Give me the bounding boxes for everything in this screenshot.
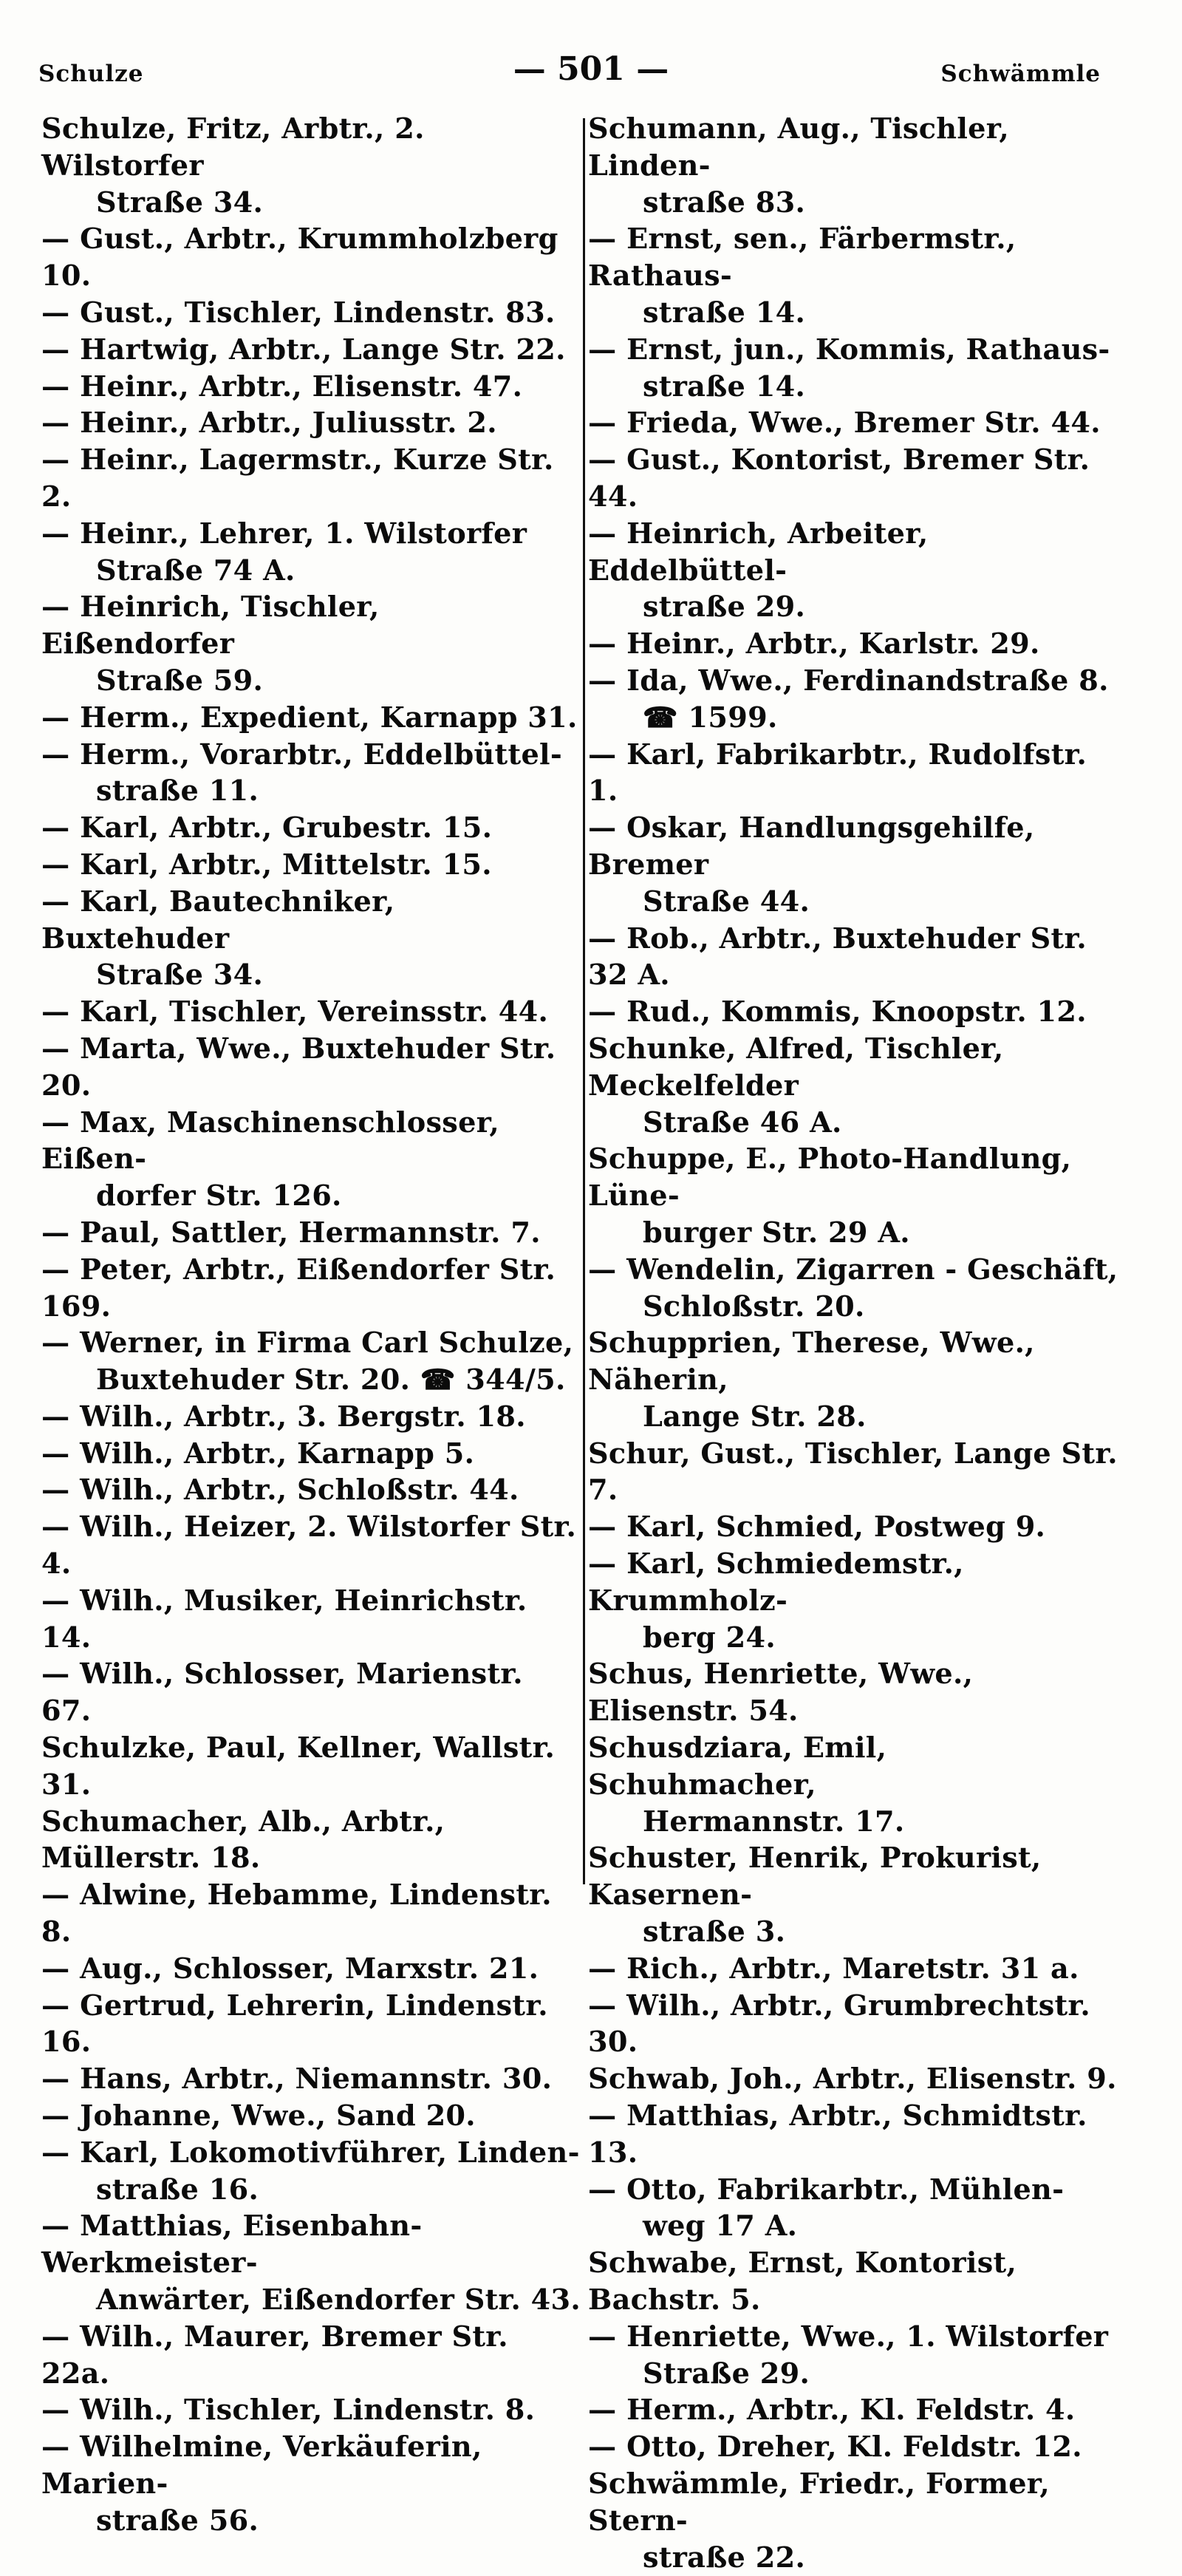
directory-entry: — Paul, Sattler, Hermannstr. 7. — [41, 1216, 541, 1250]
directory-entry: — Hans, Arbtr., Niemannstr. 30. — [41, 2062, 553, 2096]
directory-entry: — Werner, in Firma Carl Schulze, — [41, 1326, 574, 1360]
directory-entry: — Otto, Dreher, Kl. Feldstr. 12. — [588, 2430, 1082, 2464]
directory-entry-continuation: straße 56. — [96, 2504, 259, 2538]
directory-entry-continuation: straße 14. — [643, 296, 806, 330]
directory-entry: Schusdziara, Emil, Schuhmacher, — [588, 1731, 887, 1802]
directory-entry-continuation: straße 11. — [96, 774, 259, 808]
directory-entry-continuation: straße 83. — [643, 185, 806, 219]
directory-entry: — Wilh., Arbtr., Grumbrechtstr. 30. — [588, 1989, 1090, 2059]
directory-entry-continuation: ☎ 1599. — [643, 701, 778, 735]
directory-entry: — Karl, Tischler, Vereinsstr. 44. — [41, 995, 549, 1029]
directory-entry-continuation: dorfer Str. 126. — [96, 1179, 342, 1213]
directory-entry: Schupprien, Therese, Wwe., Näherin, — [588, 1326, 1035, 1397]
running-head-right: Schwämmle — [940, 61, 1101, 87]
directory-entry: — Gust., Kontorist, Bremer Str. 44. — [588, 443, 1090, 514]
directory-entry-continuation: weg 17 A. — [643, 2209, 798, 2243]
directory-entry: — Wilh., Tischler, Lindenstr. 8. — [41, 2393, 536, 2427]
directory-entry: — Herm., Vorarbtr., Eddelbüttel- — [41, 737, 562, 771]
directory-entry: — Karl, Schmiedemstr., Krummholz- — [588, 1547, 964, 1618]
directory-entry: — Peter, Arbtr., Eißendorfer Str. 169. — [41, 1253, 556, 1323]
directory-entry: — Heinr., Arbtr., Karlstr. 29. — [588, 627, 1040, 661]
directory-entry: Schuppe, E., Photo-Handlung, Lüne- — [588, 1142, 1072, 1213]
directory-entry: — Wilh., Arbtr., Karnapp 5. — [41, 1437, 475, 1471]
directory-entry: — Wilh., Arbtr., Schloßstr. 44. — [41, 1473, 519, 1507]
directory-entry: — Heinr., Lehrer, 1. Wilstorfer — [41, 517, 527, 551]
directory-entry: Schulze, Fritz, Arbtr., 2. Wilstorfer — [41, 112, 425, 183]
directory-entry: — Karl, Arbtr., Grubestr. 15. — [41, 811, 493, 845]
directory-entry: — Alwine, Hebamme, Lindenstr. 8. — [41, 1878, 552, 1949]
directory-entry: — Herm., Expedient, Karnapp 31. — [41, 701, 578, 735]
directory-entry: — Rud., Kommis, Knoopstr. 12. — [588, 995, 1087, 1029]
directory-entry: — Heinr., Lagermstr., Kurze Str. 2. — [41, 443, 554, 514]
directory-entry-continuation: straße 3. — [643, 1915, 786, 1949]
directory-entry: — Herm., Arbtr., Kl. Feldstr. 4. — [588, 2393, 1076, 2427]
directory-entry: — Johanne, Wwe., Sand 20. — [41, 2099, 476, 2133]
directory-entry: — Ernst, jun., Kommis, Rathaus- — [588, 333, 1110, 367]
directory-entry: Schumacher, Alb., Arbtr., Müllerstr. 18. — [41, 1805, 445, 1875]
running-head-left: Schulze — [38, 61, 144, 87]
directory-entry: Schur, Gust., Tischler, Lange Str. 7. — [588, 1437, 1118, 1507]
directory-entry: — Max, Maschinenschlosser, Eißen- — [41, 1105, 499, 1176]
directory-entry: — Karl, Schmied, Postweg 9. — [588, 1510, 1046, 1544]
directory-entry-continuation: straße 16. — [96, 2173, 259, 2207]
directory-entry-continuation: straße 29. — [643, 590, 806, 624]
directory-entry: — Ida, Wwe., Ferdinandstraße 8. — [588, 664, 1109, 698]
page-header — [0, 50, 1182, 102]
directory-entry-continuation: Buxtehuder Str. 20. ☎ 344/5. — [96, 1363, 566, 1397]
directory-entry: — Matthias, Arbtr., Schmidtstr. 13. — [588, 2099, 1087, 2170]
directory-entry: — Gertrud, Lehrerin, Lindenstr. 16. — [41, 1989, 548, 2059]
directory-entry-continuation: Straße 29. — [643, 2357, 810, 2391]
directory-entry-continuation: Schloßstr. 20. — [643, 1289, 865, 1323]
directory-entry-continuation: burger Str. 29 A. — [643, 1216, 910, 1250]
directory-entry: — Frieda, Wwe., Bremer Str. 44. — [588, 406, 1101, 440]
directory-entry: — Wilh., Arbtr., 3. Bergstr. 18. — [41, 1400, 526, 1434]
directory-entry: — Wilh., Musiker, Heinrichstr. 14. — [41, 1584, 527, 1655]
directory-entry-continuation: Anwärter, Eißendorfer Str. 43. — [96, 2283, 581, 2317]
directory-entry-continuation: Straße 34. — [96, 958, 264, 992]
directory-entry: — Marta, Wwe., Buxtehuder Str. 20. — [41, 1032, 556, 1103]
directory-entry: Schunke, Alfred, Tischler, Meckelfelder — [588, 1032, 1004, 1103]
directory-entry-continuation: straße 22. — [643, 2541, 806, 2575]
directory-entry-continuation: berg 24. — [643, 1621, 776, 1655]
directory-entry: — Karl, Arbtr., Mittelstr. 15. — [41, 848, 492, 882]
directory-entry: — Aug., Schlosser, Marxstr. 21. — [41, 1952, 539, 1986]
column-divider — [583, 118, 585, 1884]
directory-entry: Schus, Henriette, Wwe., Elisenstr. 54. — [588, 1657, 974, 1728]
directory-entry: — Wendelin, Zigarren - Geschäft, — [588, 1253, 1118, 1287]
directory-entry: — Wilhelmine, Verkäuferin, Marien- — [41, 2430, 482, 2501]
right-column — [588, 111, 1120, 2576]
page-number: — 501 — — [513, 50, 669, 88]
directory-entry: — Wilh., Heizer, 2. Wilstorfer Str. 4. — [41, 1510, 577, 1581]
directory-entry: — Rob., Arbtr., Buxtehuder Str. 32 A. — [588, 921, 1087, 992]
directory-entry-continuation: Straße 74 A. — [96, 553, 296, 587]
directory-entry: — Matthias, Eisenbahn-Werkmeister- — [41, 2209, 423, 2280]
directory-entry: — Heinrich, Tischler, Eißendorfer — [41, 590, 380, 661]
directory-entry-continuation: straße 14. — [643, 369, 806, 403]
directory-entry: — Henriette, Wwe., 1. Wilstorfer — [588, 2320, 1109, 2354]
directory-entry-continuation: Hermannstr. 17. — [643, 1805, 905, 1839]
left-column — [41, 111, 581, 2540]
directory-entry-continuation: Straße 34. — [96, 185, 264, 219]
directory-entry-continuation: Straße 44. — [643, 885, 810, 919]
directory-entry: — Otto, Fabrikarbtr., Mühlen- — [588, 2173, 1065, 2207]
directory-entry-continuation: Straße 46 A. — [643, 1105, 842, 1139]
directory-entry: — Heinrich, Arbeiter, Eddelbüttel- — [588, 517, 929, 587]
directory-entry: — Hartwig, Arbtr., Lange Str. 22. — [41, 333, 566, 367]
directory-entry: — Heinr., Arbtr., Juliusstr. 2. — [41, 406, 497, 440]
directory-entry: Schwab, Joh., Arbtr., Elisenstr. 9. — [588, 2062, 1117, 2096]
directory-entry: — Karl, Lokomotivführer, Linden- — [41, 2136, 580, 2170]
directory-entry: — Gust., Tischler, Lindenstr. 83. — [41, 296, 556, 330]
directory-entry: — Karl, Fabrikarbtr., Rudolfstr. 1. — [588, 737, 1087, 808]
directory-entry-continuation: Lange Str. 28. — [643, 1400, 867, 1434]
directory-entry-continuation: Straße 59. — [96, 664, 264, 698]
directory-entry: — Gust., Arbtr., Krummholzberg 10. — [41, 222, 558, 293]
directory-entry: — Rich., Arbtr., Maretstr. 31 a. — [588, 1952, 1079, 1986]
directory-entry: — Karl, Bautechniker, Buxtehuder — [41, 885, 395, 955]
directory-entry: — Heinr., Arbtr., Elisenstr. 47. — [41, 369, 523, 403]
directory-entry: — Ernst, sen., Färbermstr., Rathaus- — [588, 222, 1017, 293]
directory-entry: Schumann, Aug., Tischler, Linden- — [588, 112, 1009, 183]
directory-entry: Schulzke, Paul, Kellner, Wallstr. 31. — [41, 1731, 556, 1802]
directory-entry: — Wilh., Schlosser, Marienstr. 67. — [41, 1657, 523, 1728]
directory-entry: Schwämmle, Friedr., Former, Stern- — [588, 2467, 1051, 2538]
directory-entry: Schwabe, Ernst, Kontorist, Bachstr. 5. — [588, 2246, 1017, 2317]
directory-entry: — Oskar, Handlungsgehilfe, Bremer — [588, 811, 1035, 882]
directory-entry: — Wilh., Maurer, Bremer Str. 22a. — [41, 2320, 508, 2391]
directory-entry: Schuster, Henrik, Prokurist, Kasernen- — [588, 1841, 1042, 1912]
